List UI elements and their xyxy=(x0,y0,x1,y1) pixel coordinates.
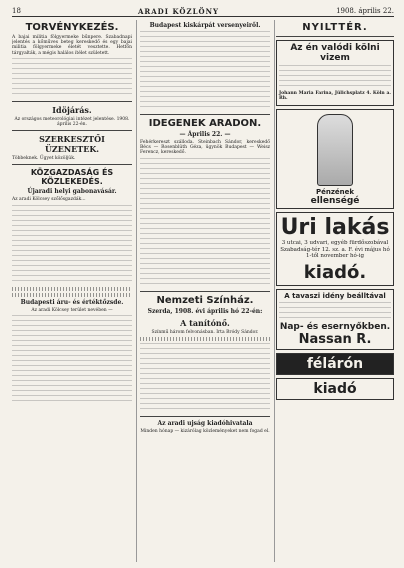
ad-text xyxy=(279,302,391,320)
apartment-kiado: kiadó. xyxy=(303,261,367,283)
paper-title: ARADI KÖZLÖNY xyxy=(138,6,219,16)
nyiltter-title: NYILTTÉR. xyxy=(302,22,368,33)
column-1 xyxy=(12,20,137,562)
divider xyxy=(140,114,270,115)
column-3 xyxy=(276,20,394,562)
editor-notes-text: Többeknek. Ügyet közöljük. xyxy=(12,156,76,162)
cast-list xyxy=(140,337,270,341)
guests-subtitle: — Április 22. — xyxy=(179,131,231,138)
price-list xyxy=(12,293,132,297)
article-text: A bajai militia fölgyermeke bűnpere. Szabadnapi jelentés a kőműves beteg kereskedő és egy bajai militia fölgyermeke életét vesztette. Hetfőn tárgyalták, a mégis halálos ítélet született. xyxy=(12,35,132,56)
cologne-maker: Johann Maria Farina, Jülichsplatz 4. Köln a. Rh. xyxy=(279,91,391,102)
kiado-ad xyxy=(276,378,394,400)
apartment-headline: Uri lakás xyxy=(280,215,390,241)
text-block xyxy=(12,205,132,285)
theatre-date: Szerda, 1908. évi április hó 22-én: xyxy=(147,307,263,315)
page-number: 18 xyxy=(12,7,21,15)
divider xyxy=(12,101,132,102)
cast-block xyxy=(140,343,270,413)
text-block xyxy=(12,315,132,405)
play-title: A tanítónő. xyxy=(180,317,230,328)
economy-subtitle: Újaradi helyi gabonavásár. xyxy=(27,188,117,196)
divider xyxy=(12,130,132,131)
bottle-illustration xyxy=(317,114,353,186)
enemy-text: ellenségé xyxy=(310,196,360,207)
page-header xyxy=(12,6,394,17)
weather-title: Idöjárás. xyxy=(52,104,92,115)
umbrella-headline: A tavaszi idény beálltával xyxy=(284,291,386,300)
kiado-text: kiadó xyxy=(313,380,357,397)
money-text: Pénzének xyxy=(315,188,355,197)
cologne-headline: Az én valódi kölni vizem xyxy=(290,43,380,63)
half-price-ad xyxy=(276,353,394,375)
umbrella-ad xyxy=(276,289,394,350)
divider xyxy=(140,416,270,417)
cologne-ad xyxy=(276,40,394,106)
bottle-ad xyxy=(276,109,394,209)
guests-title: IDEGENEK ARADON. xyxy=(148,118,262,129)
text-block xyxy=(12,58,132,98)
play-text: Színmű három felvonásban. Irta Bródy Sándor. xyxy=(151,329,259,335)
apartment-ad xyxy=(276,212,394,286)
divider xyxy=(12,164,132,165)
column-2 xyxy=(140,20,275,562)
divider xyxy=(140,291,270,292)
economy-text: Az aradi Kölcsey szőlősgazdák... xyxy=(12,197,86,203)
office-text: Minden hónap — kizárólag közleményeket nem fogad el. xyxy=(140,428,270,434)
theatre-title: Nemzeti Színház. xyxy=(156,294,254,306)
half-price-text: félárón xyxy=(306,355,364,372)
exchange-subtitle: Az aradi Kölcsey terület nevében — xyxy=(31,307,113,313)
office-title: Az aradi ujság kiadóhivatala xyxy=(157,419,253,427)
text-block xyxy=(140,158,270,288)
economy-title: KÖZGAZDASÁG ÉS KÖZLEKEDÉS. xyxy=(30,168,114,187)
divider xyxy=(276,36,394,37)
weather-text: Az országos meteorológiai intézet jelentése. 1908. április 22-én. xyxy=(14,116,130,128)
text-block xyxy=(140,31,270,111)
ad-text xyxy=(279,65,391,89)
section-title: TORVÉNYKEZÉS. xyxy=(25,22,119,33)
exchange-title: Budapesti áru- és értéktőzsde. xyxy=(20,298,124,306)
race-title: Budapest kiskárpát versenyeiről. xyxy=(149,22,261,29)
umbrella-shop: Nassan R. xyxy=(298,331,372,347)
guests-text: Fehérkereszt szálloda. Steinbach Sándor, kereskedő Bécs — Rosenblüth Géza, ügynök Budapest — Weisz Ferencz, kereskedő. xyxy=(140,140,270,156)
editor-notes-title: SZERKESZTŐI ÜZENETEK. xyxy=(39,134,105,155)
apartment-text: 3 utcai, 3 udvari, egyéb fürdőszobával Szabadság-tér 12. sz. a. F. évi május hó 1-től november hó-ig xyxy=(280,240,390,260)
umbrella-text: Nap- és esernyőkben. xyxy=(279,321,391,332)
issue-date: 1908. április 22. xyxy=(336,7,394,15)
price-list xyxy=(12,287,132,291)
